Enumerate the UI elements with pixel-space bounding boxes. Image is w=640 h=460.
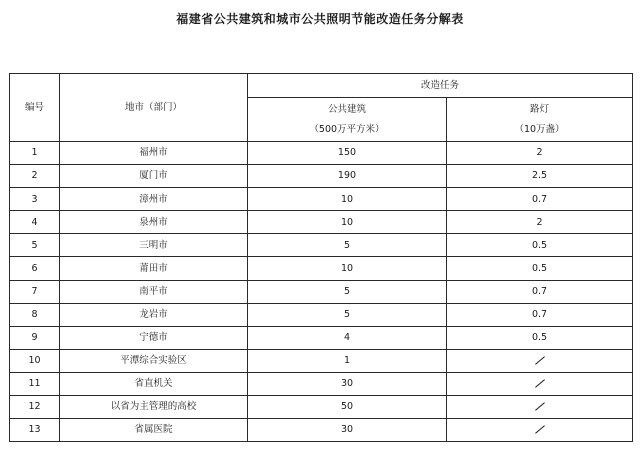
row-number: 12 [10, 396, 60, 419]
row-light: 0.7 [447, 188, 633, 211]
row-building: 4 [248, 326, 447, 349]
row-building: 30 [248, 372, 447, 395]
row-region: 以省为主管理的高校 [60, 396, 248, 419]
row-light: 2 [447, 211, 633, 234]
table-row [10, 142, 633, 165]
table-row [10, 257, 633, 280]
header-building-label: 公共建筑 [327, 103, 366, 115]
row-light: 0.5 [447, 257, 633, 280]
table-row [10, 234, 633, 257]
row-number: 8 [10, 303, 60, 326]
row-region: 福州市 [60, 142, 248, 165]
table-row [10, 326, 633, 349]
row-building: 190 [248, 165, 447, 188]
not-applicable-mark [535, 380, 545, 388]
header-building-unit: （500万平方米） [309, 124, 385, 135]
header-light [447, 98, 633, 142]
row-region: 莆田市 [60, 257, 248, 280]
header-region: 地市（部门） [60, 74, 248, 142]
table-row [10, 280, 633, 303]
row-light: 2 [447, 142, 633, 165]
table-body [10, 142, 633, 442]
not-applicable-mark [535, 356, 545, 364]
row-region: 省属医院 [60, 419, 248, 442]
row-region: 龙岩市 [60, 303, 248, 326]
row-building: 50 [248, 396, 447, 419]
not-applicable-mark [535, 426, 545, 434]
row-light [447, 396, 633, 419]
row-building: 10 [248, 188, 447, 211]
row-region: 三明市 [60, 234, 248, 257]
row-building: 150 [248, 142, 447, 165]
row-number: 9 [10, 326, 60, 349]
header-building [248, 98, 447, 142]
table-row [10, 396, 633, 419]
table-row [10, 372, 633, 395]
row-light [447, 349, 633, 372]
row-light: 0.5 [447, 326, 633, 349]
row-region: 平潭综合实验区 [60, 349, 248, 372]
header-task: 改造任务 [248, 74, 633, 98]
table-row [10, 165, 633, 188]
header-light-label: 路灯 [530, 103, 550, 115]
row-building: 5 [248, 303, 447, 326]
row-number: 6 [10, 257, 60, 280]
row-building: 5 [248, 234, 447, 257]
row-number: 11 [10, 372, 60, 395]
row-number: 3 [10, 188, 60, 211]
row-building: 1 [248, 349, 447, 372]
header-row-top [10, 74, 633, 98]
row-number: 5 [10, 234, 60, 257]
table-row [10, 188, 633, 211]
row-building: 5 [248, 280, 447, 303]
not-applicable-mark [535, 403, 545, 411]
row-number: 1 [10, 142, 60, 165]
row-region: 泉州市 [60, 211, 248, 234]
task-table [9, 73, 633, 442]
document-title: 福建省公共建筑和城市公共照明节能改造任务分解表 [176, 12, 464, 26]
row-light: 0.7 [447, 303, 633, 326]
row-number: 10 [10, 349, 60, 372]
row-region: 省直机关 [60, 372, 248, 395]
row-number: 4 [10, 211, 60, 234]
row-region: 漳州市 [60, 188, 248, 211]
row-light [447, 372, 633, 395]
table-row [10, 211, 633, 234]
row-light: 0.7 [447, 280, 633, 303]
row-building: 30 [248, 419, 447, 442]
header-number: 编号 [10, 74, 60, 142]
row-region: 宁德市 [60, 326, 248, 349]
row-number: 2 [10, 165, 60, 188]
table-row [10, 303, 633, 326]
row-number: 13 [10, 419, 60, 442]
row-building: 10 [248, 211, 447, 234]
row-region: 厦门市 [60, 165, 248, 188]
row-building: 10 [248, 257, 447, 280]
row-number: 7 [10, 280, 60, 303]
row-region: 南平市 [60, 280, 248, 303]
table-row [10, 419, 633, 442]
row-light [447, 419, 633, 442]
row-light: 2.5 [447, 165, 633, 188]
header-light-unit: （10万盏） [514, 124, 565, 135]
table-row [10, 349, 633, 372]
row-light: 0.5 [447, 234, 633, 257]
